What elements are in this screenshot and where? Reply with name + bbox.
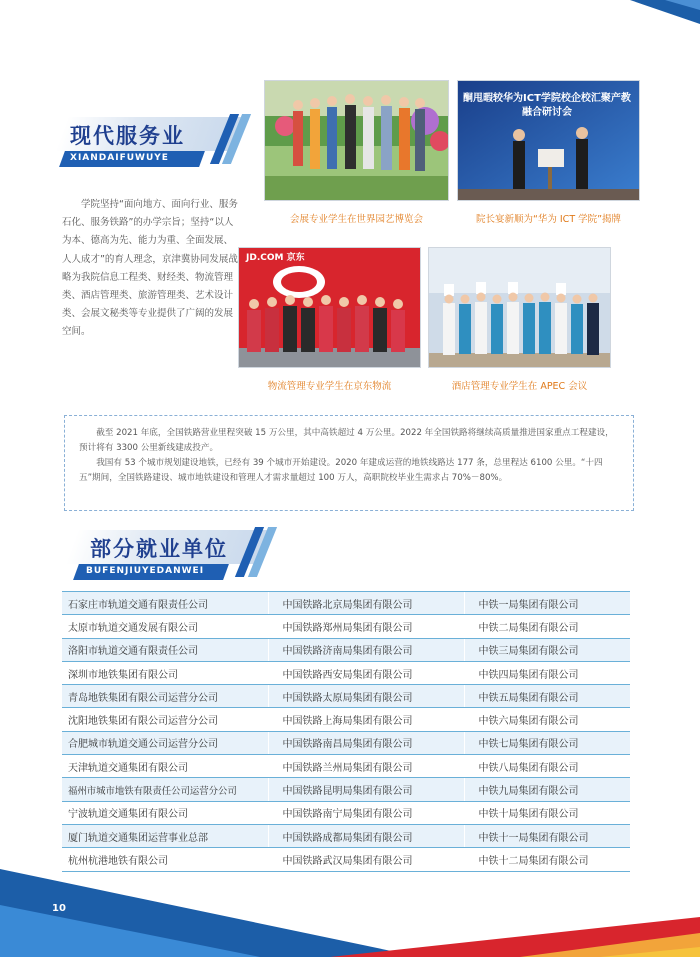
table-row bbox=[62, 778, 630, 801]
caption-jd-logistics: 物流管理专业学生在京东物流 bbox=[267, 381, 392, 392]
table-cell: 中国铁路南宁局集团有限公司 bbox=[268, 801, 464, 824]
table-cell: 中铁七局集团有限公司 bbox=[464, 731, 630, 754]
photo-jd-logistics bbox=[238, 247, 421, 368]
table-row bbox=[62, 708, 630, 731]
table-cell: 中铁五局集团有限公司 bbox=[464, 685, 630, 708]
table-cell: 中铁一局集团有限公司 bbox=[464, 592, 630, 615]
table-row bbox=[62, 731, 630, 754]
table-cell: 中铁四局集团有限公司 bbox=[464, 661, 630, 684]
intro-paragraph: 学院坚持“面向地方、面向行业、服务石化、服务铁路”的办学宗旨；坚持“以人为本、德高为先、能力为重、全面发展、人人成才”的育人理念，京津冀协同发展战略为我院信息工程类、财经类、物流管理类、酒店管理类、旅游管理类、艺术设计类、会展文秘类等专业提供了广阔的发展空间。 bbox=[62, 199, 238, 338]
footer-decoration bbox=[0, 847, 700, 957]
section-subtitle: BUFENJIUYEDANWEI bbox=[86, 566, 205, 576]
photo-expo bbox=[264, 80, 449, 201]
table-cell: 中铁六局集团有限公司 bbox=[464, 708, 630, 731]
table-cell: 青岛地铁集团有限公司运营分公司 bbox=[62, 685, 268, 708]
table-cell: 中国铁路南昌局集团有限公司 bbox=[268, 731, 464, 754]
info-box bbox=[64, 415, 634, 511]
table-cell: 杭州杭港地铁有限公司 bbox=[62, 848, 268, 871]
table-cell: 中铁八局集团有限公司 bbox=[464, 755, 630, 778]
table-row bbox=[62, 615, 630, 638]
table-row bbox=[62, 592, 630, 615]
caption-huawei-ict: 院长宴新顺为“华为 ICT 学院”揭牌 bbox=[475, 214, 622, 225]
table-row bbox=[62, 638, 630, 661]
table-cell: 中铁九局集团有限公司 bbox=[464, 778, 630, 801]
table-cell: 沈阳地铁集团有限公司运营分公司 bbox=[62, 708, 268, 731]
table-cell: 宁波轨道交通集团有限公司 bbox=[62, 801, 268, 824]
table-cell: 中铁二局集团有限公司 bbox=[464, 615, 630, 638]
table-cell: 厦门轨道交通集团运营事业总部 bbox=[62, 824, 268, 847]
page-number: 10 bbox=[52, 903, 66, 914]
table-cell: 中国铁路太原局集团有限公司 bbox=[268, 685, 464, 708]
table-cell: 中铁十一局集团有限公司 bbox=[464, 824, 630, 847]
table-cell: 中国铁路郑州局集团有限公司 bbox=[268, 615, 464, 638]
table-cell: 中国铁路济南局集团有限公司 bbox=[268, 638, 464, 661]
section-subtitle: XIANDAIFUWUYE bbox=[70, 153, 169, 163]
table-cell: 石家庄市轨道交通有限责任公司 bbox=[62, 592, 268, 615]
info-paragraph-railway: 截至 2021 年底，全国铁路营业里程突破 15 万公里，其中高铁超过 4 万公里。2022 年全国铁路将继续高质量推进国家重点工程建设，预计将有 3300 公里新线建成投产。 bbox=[79, 428, 614, 453]
table-row bbox=[62, 824, 630, 847]
table-row bbox=[62, 755, 630, 778]
photo-banner-text: JD.COM 京东 bbox=[246, 253, 305, 263]
table-row bbox=[62, 661, 630, 684]
table-cell: 中国铁路昆明局集团有限公司 bbox=[268, 778, 464, 801]
table-cell: 太原市轨道交通发展有限公司 bbox=[62, 615, 268, 638]
corner-decoration bbox=[610, 0, 700, 24]
table-cell: 中国铁路成都局集团有限公司 bbox=[268, 824, 464, 847]
caption-apec: 酒店管理专业学生在 APEC 会议 bbox=[451, 381, 588, 392]
table-cell: 中国铁路兰州局集团有限公司 bbox=[268, 755, 464, 778]
table-cell: 深圳市地铁集团有限公司 bbox=[62, 661, 268, 684]
table-cell: 福州市城市地铁有限责任公司运营分公司 bbox=[62, 778, 268, 801]
info-paragraph-metro: 我国有 53 个城市规划建设地铁，已经有 39 个城市开始建设。2020 年建成运营的地铁线路达 177 条，总里程达 6100 公里。“十四五”期间，全国铁路建设、城市地铁建设和管理人才需求量超过 100 万人，高职院校毕业生需求占 70%－80%。 bbox=[79, 458, 603, 483]
table-cell: 合肥城市轨道交通公司运营分公司 bbox=[62, 731, 268, 754]
table-row bbox=[62, 801, 630, 824]
section-title: 现代服务业 bbox=[70, 124, 185, 148]
table-row bbox=[62, 685, 630, 708]
photo-apec bbox=[428, 247, 611, 368]
table-cell: 洛阳市轨道交通有限责任公司 bbox=[62, 638, 268, 661]
table-cell: 天津轨道交通集团有限公司 bbox=[62, 755, 268, 778]
caption-expo: 会展专业学生在世界园艺博览会 bbox=[289, 214, 423, 225]
table-cell: 中国铁路北京局集团有限公司 bbox=[268, 592, 464, 615]
table-cell: 中国铁路上海局集团有限公司 bbox=[268, 708, 464, 731]
table-cell: 中铁十二局集团有限公司 bbox=[464, 848, 630, 871]
section-title: 部分就业单位 bbox=[90, 537, 228, 561]
table-cell: 中国铁路西安局集团有限公司 bbox=[268, 661, 464, 684]
table-cell: 中铁三局集团有限公司 bbox=[464, 638, 630, 661]
employer-table bbox=[62, 591, 630, 872]
table-cell: 中铁十局集团有限公司 bbox=[464, 801, 630, 824]
photo-banner-text: 酮甩暇较华为ICT学院校企校汇聚产教融合研讨会 bbox=[463, 93, 631, 118]
table-cell: 中国铁路武汉局集团有限公司 bbox=[268, 848, 464, 871]
